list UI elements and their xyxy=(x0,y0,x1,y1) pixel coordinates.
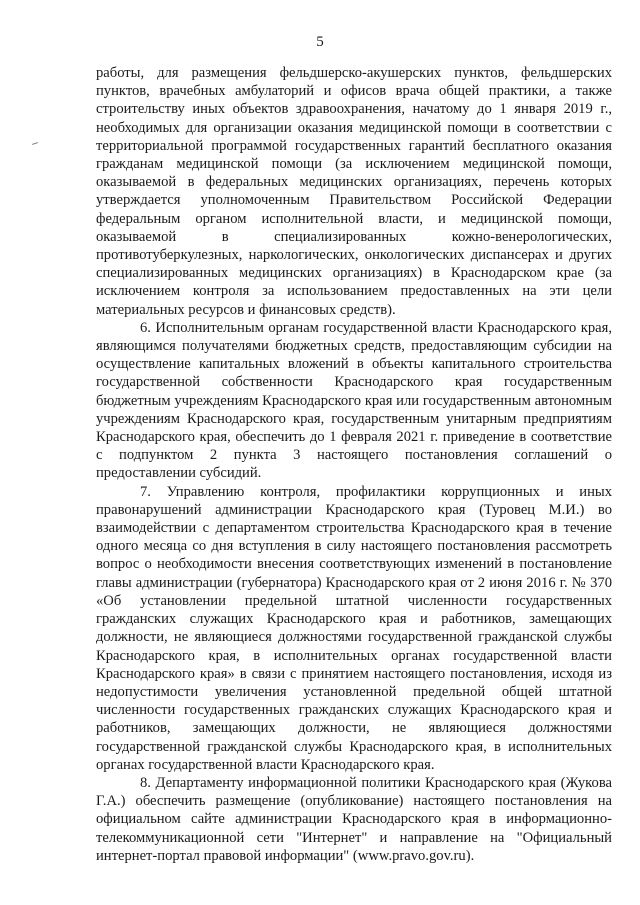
document-body xyxy=(96,64,612,865)
paragraph-6: 6. Исполнительным органам государственной власти Краснодарского края, являющимся получателями бюджетных средств, предоставляющим субсидии на осуществление капитальных вложений в объекты капитального строительства государственной собственности Краснодарского края государственным бюджетным учреждениям Краснодарского края или государственным автономным учреждениям Краснодарского края, государственным унитарным предприятиям Краснодарского края, обеспечить до 1 февраля 2021 г. приведение в соответствие с подпунктом 2 пункта 3 настоящего постановления соглашений о предоставлении субсидий. xyxy=(96,319,612,482)
page-number: 5 xyxy=(316,34,324,50)
scan-mark xyxy=(32,142,38,145)
paragraph-continuation: работы, для размещения фельдшерско-акушерских пунктов, фельдшерских пунктов, врачебных амбулаторий и офисов врача общей практики, а также строительству иных объектов здравоохранения, начатому до 1 января 2019 г., необходимых для организации оказания медицинской помощи в соответствии с территориальной программой государственных гарантий бесплатного оказания гражданам медицинской помощи (за исключением медицинской помощи, оказываемой в федеральных медицинских организациях, перечень которых утверждается уполномоченным Правительством Российской Федерации федеральным органом исполнительной власти, и медицинской помощи, оказываемой в специализированных кожно-венерологических, противотуберкулезных, наркологических, онкологических диспансерах и других специализированных медицинских организациях) в Краснодарском крае (за исключением контроля за использованием предоставленных на эти цели материальных ресурсов и финансовых средств). xyxy=(96,65,612,318)
paragraph-8: 8. Департаменту информационной политики Краснодарского края (Жукова Г.А.) обеспечить размещение (опубликование) настоящего постановления на официальном сайте администрации Краснодарского края в информационно-телекоммуникационной сети "Интернет" и направление на "Официальный интернет-портал правовой информации" (www.pravo.gov.ru). xyxy=(96,774,612,864)
paragraph-7: 7. Управлению контроля, профилактики коррупционных и иных правонарушений администрации Краснодарского края (Туровец М.И.) во взаимодействии с департаментом строительства Краснодарского края в течение одного месяца со дня вступления в силу настоящего постановления рассмотреть вопрос о необходимости внесения соответствующих изменений в постановление главы администрации (губернатора) Краснодарского края от 2 июня 2016 г. № 370 «Об установлении предельной штатной численности государственных гражданских служащих Краснодарского края и работников, замещающих должности, не являющиеся должностями государственной гражданской службы Краснодарского края, в исполнительных органах государственной власти Краснодарского края» в связи с принятием настоящего постановления, исходя из недопустимости увеличения установленной предельной общей штатной численности государственных гражданских служащих Краснодарского края и работников, замещающих должности, не являющиеся должностями государственной гражданской службы Краснодарского края, в исполнительных органах государственной власти Краснодарского края. xyxy=(96,483,612,773)
